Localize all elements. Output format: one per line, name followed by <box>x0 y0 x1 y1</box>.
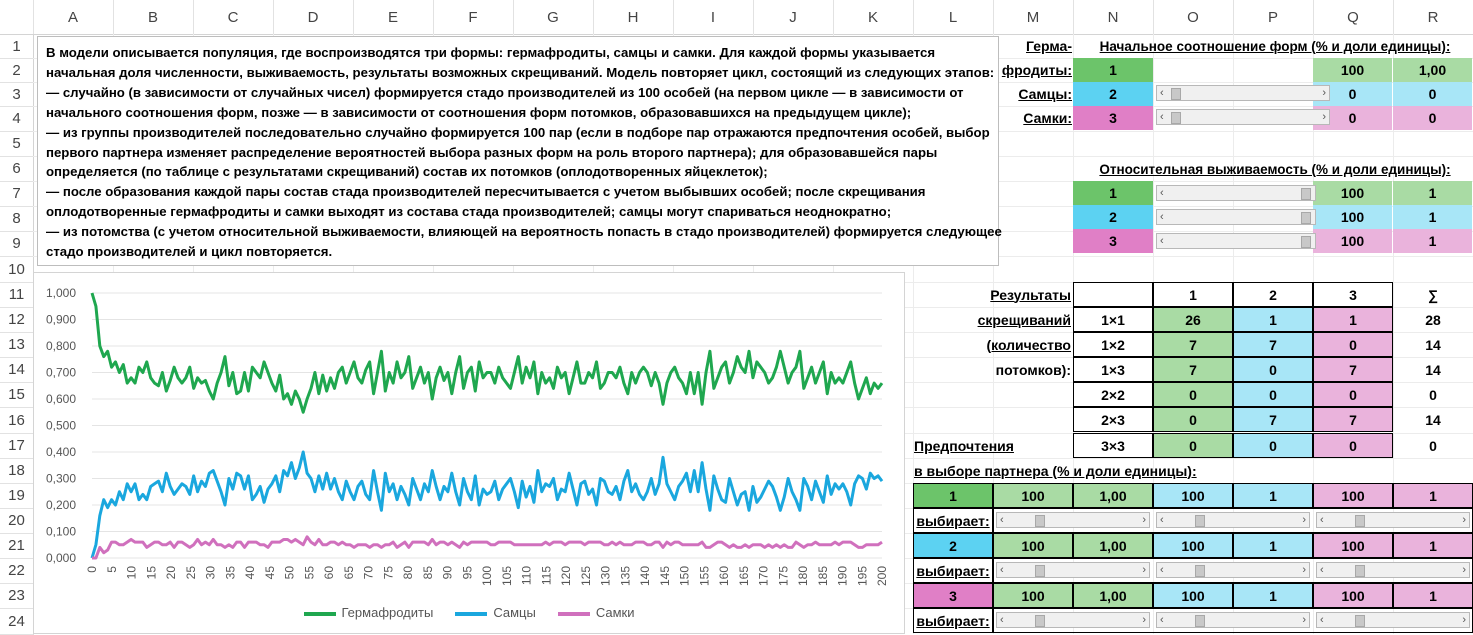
survival-form-3: 3 <box>1073 229 1153 253</box>
results-corner <box>1073 282 1153 307</box>
row-header-16[interactable]: 16 <box>0 407 34 434</box>
x-tick-label: 135 <box>618 566 633 587</box>
x-tick-label: 170 <box>756 566 771 587</box>
x-tick-label: 140 <box>638 566 652 587</box>
label-males: Самцы: <box>1018 86 1072 102</box>
initial-title: Начальное соотношение форм (% и доли единицы): <box>1099 38 1451 54</box>
description-textbox[interactable] <box>37 36 1002 266</box>
column-headers <box>0 0 1473 35</box>
y-tick-label: 0,100 <box>45 524 76 539</box>
results-cell[interactable]: 0 <box>1233 433 1313 458</box>
row-header-3[interactable]: 3 <box>0 82 34 107</box>
pref-cell: 1,00 <box>1073 483 1153 508</box>
column-header-K[interactable]: K <box>833 0 914 34</box>
preferences-label-1: Предпочтения <box>914 437 1014 454</box>
results-header-1: 1 <box>1153 282 1233 307</box>
form-2-cell[interactable]: 2 <box>1073 82 1153 106</box>
pref-form-1: 1 <box>913 483 993 508</box>
scroll-right-icon[interactable]: › <box>1142 514 1146 526</box>
description-line: — из группы производителей последовательно случайно формируется 100 пар (если в подборе пар отражаются предпочтения особей, выбор <box>46 124 990 140</box>
scroll-right-icon[interactable]: › <box>1462 514 1466 526</box>
x-tick-label: 40 <box>243 566 257 580</box>
pref-cell[interactable]: 100 <box>1153 533 1233 558</box>
survival-3-frac: 1 <box>1393 229 1472 253</box>
results-cell[interactable]: 1 <box>1233 307 1313 332</box>
row-header-4[interactable]: 4 <box>0 106 34 132</box>
label-hermaphrodites-1: Герма- <box>1026 38 1072 54</box>
column-header-L[interactable]: L <box>913 0 994 34</box>
scroll-thumb[interactable] <box>1301 188 1311 200</box>
x-tick-label: 20 <box>164 566 178 580</box>
scroll-left-icon[interactable]: ‹ <box>1160 564 1164 576</box>
x-tick-label: 190 <box>835 566 850 587</box>
scroll-thumb[interactable] <box>1171 88 1181 100</box>
row-header-9[interactable]: 9 <box>0 231 34 257</box>
preferences-label-2: в выборе партнера (% и доли единицы): <box>914 462 1197 479</box>
pref-scroll-row <box>993 558 1473 583</box>
description-line: — из потомства (с учетом относительной выживаемости, влияющей на вероятность попасть в стадо производителей) формируется следующее <box>46 224 1002 240</box>
results-label-2: скрещиваний <box>977 311 1071 328</box>
population-chart[interactable] <box>33 272 905 634</box>
pref-chooses-label: выбирает: <box>913 508 993 533</box>
legend-label: Самцы <box>493 605 536 620</box>
x-tick-label: 155 <box>697 566 712 587</box>
x-tick-label: 115 <box>539 566 554 586</box>
scroll-thumb[interactable] <box>1301 236 1311 248</box>
row-header-2[interactable]: 2 <box>0 58 34 83</box>
column-header-H[interactable]: H <box>593 0 674 34</box>
x-tick-label: 110 <box>519 566 534 586</box>
results-cell[interactable]: 7 <box>1313 357 1393 382</box>
results-pair-3: 2×2 <box>1073 382 1153 407</box>
description-line: — после образования каждой пары состав стада производителей пересчитывается с учетом выбывших особей; после скрещивания <box>46 184 926 200</box>
initial-3-frac: 0 <box>1393 106 1472 130</box>
scroll-right-icon[interactable]: › <box>1302 564 1306 576</box>
x-tick-label: 35 <box>223 566 238 580</box>
column-header-J[interactable]: J <box>753 0 834 34</box>
pref-cell: 1 <box>1233 483 1313 508</box>
column-header-I[interactable]: I <box>673 0 754 34</box>
x-tick-label: 145 <box>657 566 672 587</box>
x-tick-label: 65 <box>341 566 356 580</box>
pref-cell[interactable]: 100 <box>1313 483 1393 508</box>
x-tick-label: 195 <box>855 566 870 587</box>
y-tick-label: 0,500 <box>45 418 76 433</box>
results-pair-0: 1×1 <box>1073 307 1153 332</box>
pref-cell: 1 <box>1233 583 1313 608</box>
column-header-D[interactable]: D <box>273 0 354 34</box>
x-tick-label: 95 <box>460 566 475 580</box>
survival-3-pct[interactable]: 100 <box>1313 229 1392 253</box>
y-tick-label: 0,000 <box>45 551 76 565</box>
results-cell[interactable]: 1 <box>1313 307 1393 332</box>
column-header-P[interactable]: P <box>1233 0 1314 34</box>
scroll-left-icon[interactable]: ‹ <box>1320 514 1324 526</box>
column-header-B[interactable]: B <box>113 0 194 34</box>
pref-cell: 1,00 <box>1073 583 1153 608</box>
row-header-15[interactable]: 15 <box>0 382 34 408</box>
series-line-0[interactable] <box>92 293 882 412</box>
survival-1-pct[interactable]: 100 <box>1313 181 1392 205</box>
row-header-11[interactable]: 11 <box>0 282 34 308</box>
y-tick-label: 0,600 <box>45 392 76 406</box>
row-header-22[interactable]: 22 <box>0 558 34 584</box>
x-tick-label: 200 <box>875 566 889 587</box>
survival-title: Относительная выживаемость (% и доли единицы): <box>1099 161 1451 177</box>
label-hermaphrodites-2: фродиты: <box>1001 62 1072 78</box>
results-cell[interactable]: 7 <box>1153 332 1233 357</box>
x-tick-label: 25 <box>183 566 198 580</box>
scroll-left-icon[interactable]: ‹ <box>1160 614 1164 626</box>
survival-3-scrollbar[interactable] <box>1156 233 1316 249</box>
row-header-8[interactable]: 8 <box>0 206 34 232</box>
legend-item-males <box>455 605 536 620</box>
description-line: — случайно (в зависимости от случайных чисел) формируется стадо производителей из 100 особей (на первом цикле — в зависимости от <box>46 84 964 100</box>
row-header-7[interactable]: 7 <box>0 181 34 207</box>
x-tick-label: 105 <box>499 566 514 587</box>
x-tick-label: 15 <box>144 566 159 580</box>
survival-2-frac: 1 <box>1393 205 1472 229</box>
column-header-C[interactable]: C <box>193 0 274 34</box>
form-1-cell[interactable]: 1 <box>1073 58 1153 82</box>
results-pair-5: 3×3 <box>1073 433 1153 458</box>
scroll-left-icon[interactable]: ‹ <box>1320 564 1324 576</box>
scroll-left-icon[interactable]: ‹ <box>1000 614 1004 626</box>
row-header-24[interactable]: 24 <box>0 608 34 635</box>
x-tick-label: 10 <box>124 566 139 580</box>
scroll-right-icon[interactable]: › <box>1302 614 1306 626</box>
pref-cell[interactable]: 100 <box>1153 483 1233 508</box>
results-cell[interactable]: 0 <box>1313 382 1393 407</box>
corner-select-all[interactable] <box>0 0 34 34</box>
scroll-left-icon[interactable]: ‹ <box>1000 564 1004 576</box>
description-line: В модели описывается популяция, где воспроизводятся три формы: гермафродиты, самцы и самки. Для каждой формы указывается <box>46 45 936 60</box>
x-tick-label: 180 <box>796 566 810 587</box>
column-header-Q[interactable]: Q <box>1313 0 1394 34</box>
results-sum: 0 <box>1429 437 1437 454</box>
results-cell[interactable]: 0 <box>1153 407 1233 432</box>
legend-label: Гермафродиты <box>341 605 434 620</box>
description-line: начальная доля численности, выживаемость, результаты возможных скрещиваний. Модель повторяет цикл, состоящий из следующих этапов: <box>46 64 995 80</box>
results-header-2: 2 <box>1233 282 1313 307</box>
row-header-19[interactable]: 19 <box>0 483 34 509</box>
row-header-17[interactable]: 17 <box>0 433 34 459</box>
results-cell[interactable]: 7 <box>1233 407 1313 432</box>
results-pair-1: 1×2 <box>1073 332 1153 357</box>
legend-item-hermaphrodites <box>304 605 434 620</box>
legend-label: Самки <box>595 605 635 620</box>
results-sum: 14 <box>1425 361 1441 378</box>
y-tick-label: 0,800 <box>45 339 76 353</box>
x-tick-label: 165 <box>736 566 751 587</box>
pref-cell[interactable]: 100 <box>1313 583 1393 608</box>
scroll-left-icon[interactable]: ‹ <box>1160 235 1164 247</box>
results-pair-2: 1×3 <box>1073 357 1153 382</box>
x-tick-label: 85 <box>420 566 435 580</box>
pref-cell: 1 <box>1233 533 1313 558</box>
row-header-1[interactable]: 1 <box>0 34 34 59</box>
x-tick-label: 5 <box>104 566 119 573</box>
y-tick-label: 0,300 <box>45 471 76 486</box>
row-header-14[interactable]: 14 <box>0 357 34 383</box>
pref-cell: 1 <box>1393 533 1473 558</box>
legend-swatch-green <box>304 612 336 616</box>
pref-chooses-label: выбирает: <box>913 608 993 633</box>
row-header-18[interactable]: 18 <box>0 458 34 484</box>
results-cell[interactable]: 26 <box>1153 307 1233 332</box>
y-tick-label: 0,700 <box>45 365 76 380</box>
scroll-right-icon[interactable]: › <box>1322 111 1326 123</box>
series-line-2[interactable] <box>92 537 882 558</box>
results-header-3: 3 <box>1313 282 1393 307</box>
scroll-thumb[interactable] <box>1171 112 1181 124</box>
x-tick-label: 120 <box>559 566 573 587</box>
x-tick-label: 45 <box>262 566 277 580</box>
pref-cell[interactable]: 100 <box>993 483 1073 508</box>
column-header-F[interactable]: F <box>433 0 514 34</box>
x-tick-label: 125 <box>578 566 593 587</box>
column-header-O[interactable]: O <box>1153 0 1234 34</box>
x-tick-label: 150 <box>677 566 692 587</box>
scroll-right-icon[interactable]: › <box>1462 564 1466 576</box>
survival-1-scrollbar[interactable] <box>1156 185 1316 201</box>
scroll-right-icon[interactable]: › <box>1462 614 1466 626</box>
column-header-N[interactable]: N <box>1073 0 1154 34</box>
results-sum: 28 <box>1425 311 1441 328</box>
x-tick-label: 70 <box>361 566 376 580</box>
initial-1-pct[interactable]: 100 <box>1313 58 1392 82</box>
row-header-6[interactable]: 6 <box>0 156 34 182</box>
row-header-23[interactable]: 23 <box>0 583 34 609</box>
x-tick-label: 90 <box>440 566 455 580</box>
pref-form-2: 2 <box>913 533 993 558</box>
pref-cell: 1 <box>1393 483 1473 508</box>
initial-males-scrollbar[interactable] <box>1156 85 1330 101</box>
results-sum: 14 <box>1425 336 1441 353</box>
row-header-10[interactable]: 10 <box>0 256 34 283</box>
initial-2-frac: 0 <box>1393 82 1472 106</box>
y-tick-label: 0,400 <box>45 445 76 459</box>
column-header-R[interactable]: R <box>1393 0 1473 34</box>
description-line: оплодотворенные гермафродиты и самки выходят из состава стада производителей; самцы могут спариваться неоднократно; <box>46 204 892 220</box>
row-header-13[interactable]: 13 <box>0 332 34 358</box>
results-cell[interactable]: 7 <box>1313 407 1393 432</box>
pref-cell[interactable]: 100 <box>1153 583 1233 608</box>
results-cell[interactable]: 0 <box>1233 357 1313 382</box>
survival-1-frac: 1 <box>1393 181 1472 205</box>
scroll-left-icon[interactable]: ‹ <box>1160 111 1164 123</box>
scroll-left-icon[interactable]: ‹ <box>1160 514 1164 526</box>
initial-females-scrollbar[interactable] <box>1156 109 1330 125</box>
survival-2-pct[interactable]: 100 <box>1313 205 1392 229</box>
x-tick-label: 80 <box>401 566 415 580</box>
chart-svg <box>34 273 904 633</box>
pref-scroll-row <box>993 508 1473 533</box>
description-line: стадо производителей и цикл повторяется. <box>46 244 333 260</box>
x-tick-label: 175 <box>776 566 791 587</box>
row-header-5[interactable]: 5 <box>0 131 34 157</box>
survival-2-scrollbar[interactable] <box>1156 209 1316 225</box>
results-cell[interactable]: 0 <box>1153 433 1233 458</box>
initial-1-frac: 1,00 <box>1393 58 1472 82</box>
pref-cell: 1,00 <box>1073 533 1153 558</box>
x-tick-label: 130 <box>598 566 613 587</box>
pref-cell: 1 <box>1393 583 1473 608</box>
scroll-left-icon[interactable]: ‹ <box>1160 87 1164 99</box>
y-tick-label: 0,200 <box>45 498 76 512</box>
column-header-E[interactable]: E <box>353 0 434 34</box>
column-header-M[interactable]: M <box>993 0 1074 34</box>
pref-cell[interactable]: 100 <box>1313 533 1393 558</box>
description-line: первого партнера изменяет распределение вероятностей выбора разных форм на роль второго партнера); для образовавшейся пары <box>46 144 938 160</box>
pref-form-3: 3 <box>913 583 993 608</box>
row-header-20[interactable]: 20 <box>0 508 34 534</box>
initial-3-pct[interactable]: 0 <box>1313 106 1392 130</box>
legend-swatch-blue <box>455 612 487 616</box>
survival-form-1: 1 <box>1073 181 1153 205</box>
x-tick-label: 185 <box>815 566 830 587</box>
column-header-A[interactable]: A <box>33 0 114 34</box>
results-header-sum: ∑ <box>1428 286 1438 303</box>
pref-cell[interactable]: 100 <box>993 583 1073 608</box>
x-tick-label: 75 <box>381 566 396 580</box>
x-tick-label: 55 <box>302 566 317 580</box>
row-header-12[interactable]: 12 <box>0 307 34 333</box>
results-cell[interactable]: 7 <box>1153 357 1233 382</box>
scroll-left-icon[interactable]: ‹ <box>1160 187 1164 199</box>
results-label-3: (количество <box>986 336 1071 353</box>
row-header-21[interactable]: 21 <box>0 533 34 559</box>
results-label-1: Результаты <box>990 286 1071 303</box>
survival-form-2: 2 <box>1073 205 1153 229</box>
scroll-right-icon[interactable]: › <box>1302 514 1306 526</box>
column-header-G[interactable]: G <box>513 0 594 34</box>
results-cell[interactable]: 0 <box>1233 382 1313 407</box>
results-sum: 0 <box>1429 386 1437 403</box>
scroll-thumb[interactable] <box>1301 212 1311 224</box>
scroll-right-icon[interactable]: › <box>1322 87 1326 99</box>
results-label-4: потомков): <box>995 361 1071 378</box>
form-3-cell[interactable]: 3 <box>1073 106 1153 130</box>
results-cell[interactable]: 0 <box>1313 332 1393 357</box>
description-line: определяется (по таблице с результатами скрещиваний) состав их потомков (оплодотворенных яйцеклеток); <box>46 164 768 180</box>
scroll-left-icon[interactable]: ‹ <box>1160 211 1164 223</box>
scroll-left-icon[interactable]: ‹ <box>1320 614 1324 626</box>
pref-cell[interactable]: 100 <box>993 533 1073 558</box>
results-cell[interactable]: 7 <box>1233 332 1313 357</box>
y-tick-label: 1,000 <box>45 286 76 300</box>
initial-2-pct[interactable]: 0 <box>1313 82 1392 106</box>
x-tick-label: 0 <box>85 566 99 573</box>
description-line: начального соотношения форм, позже — в зависимости от соотношения форм потомков, образовавшихся на предыдущем цикле); <box>46 104 912 120</box>
chart-legend <box>34 605 904 620</box>
pref-chooses-label: выбирает: <box>913 558 993 583</box>
pref-scroll-row <box>993 608 1473 633</box>
x-tick-label: 60 <box>322 566 336 580</box>
results-sum: 14 <box>1425 411 1441 428</box>
legend-swatch-pink <box>558 612 590 616</box>
x-tick-label: 50 <box>282 566 297 580</box>
results-cell[interactable]: 0 <box>1153 382 1233 407</box>
x-tick-label: 30 <box>203 566 218 580</box>
results-cell[interactable]: 0 <box>1313 433 1393 458</box>
scroll-left-icon[interactable]: ‹ <box>1000 514 1004 526</box>
scroll-right-icon[interactable]: › <box>1142 564 1146 576</box>
x-tick-label: 100 <box>480 566 494 587</box>
x-tick-label: 160 <box>717 566 731 587</box>
label-females: Самки: <box>1023 110 1072 126</box>
scroll-right-icon[interactable]: › <box>1142 614 1146 626</box>
y-tick-label: 0,900 <box>45 312 76 327</box>
results-pair-4: 2×3 <box>1073 407 1153 432</box>
legend-item-females <box>558 605 635 620</box>
